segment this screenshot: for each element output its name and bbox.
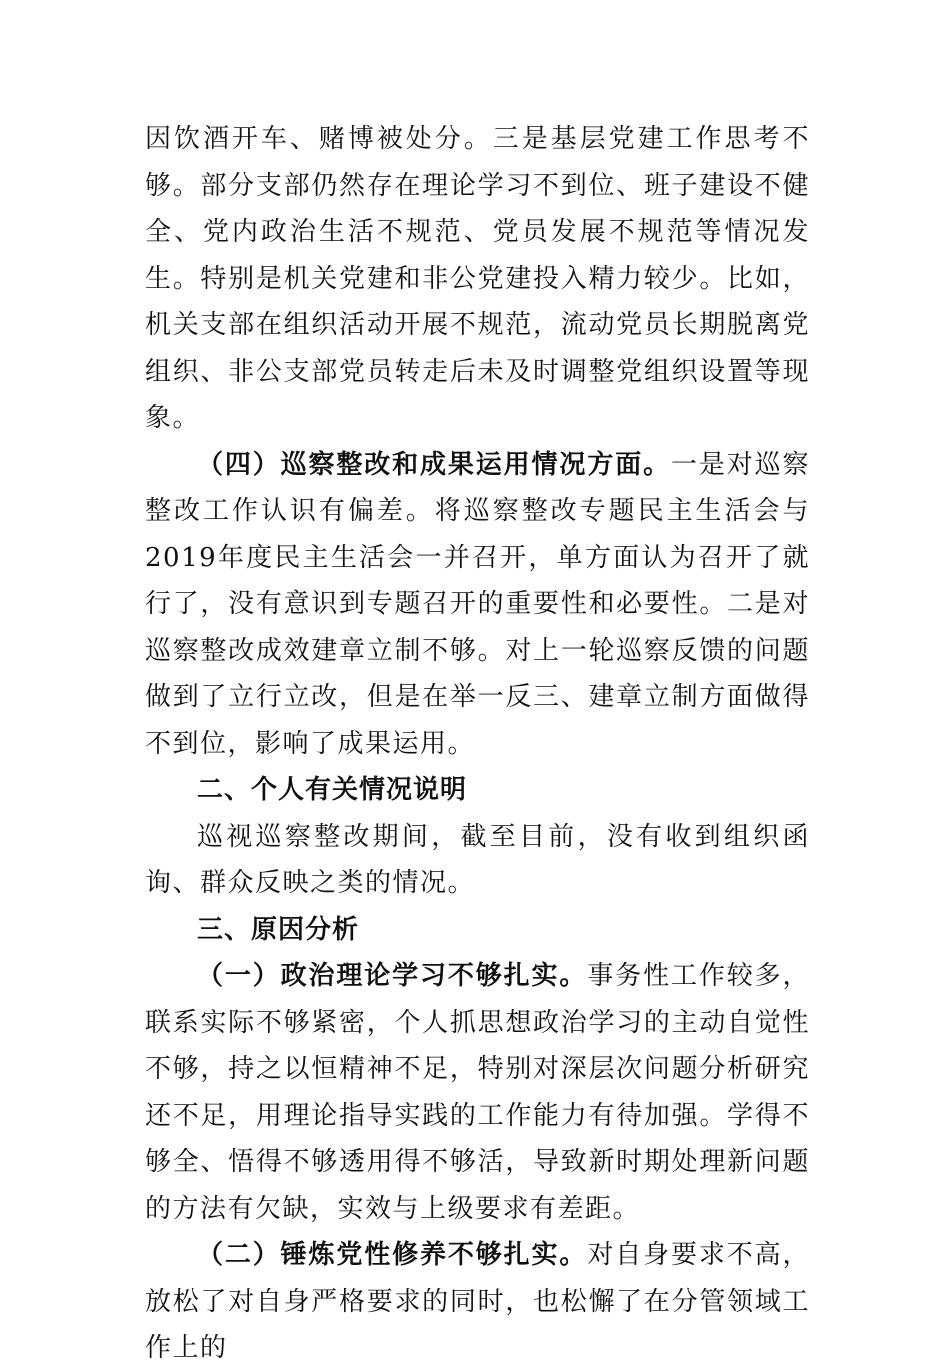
paragraph-body: 事务性工作较多，联系实际不够紧密，个人抓思想政治学习的主动自觉性不够，持之以恒精神不足，特别对深层次问题分析研究还不足，用理论指导实践的工作能力有待加强。学得不够全、悟得不够透用得不够活，导致新时期处理新问题的方法有欠缺，实效与上级要求有差距。: [145, 961, 810, 1224]
section-heading-causes: 三、原因分析: [197, 914, 360, 945]
paragraph-personal: 巡视巡察整改期间，截至目前，没有收到组织函询、群众反映之类的情况。: [145, 821, 810, 898]
paragraph-body: 对自身要求不高，放松了对自身严格要求的同时，也松懈了在分管领域工作上的: [145, 1240, 810, 1363]
subheading-party-spirit: （二）锤炼党性修养不够扎实。: [197, 1240, 588, 1270]
paragraph-theory-study: [145, 953, 810, 1232]
section-heading-personal: 二、个人有关情况说明: [197, 775, 468, 805]
document-page: [145, 116, 810, 1372]
subheading-theory-study: （一）政治理论学习不够扎实。: [197, 961, 588, 991]
paragraph-body: 一是对巡察整改工作认识有偏差。将巡察整改专题民主生活会与2019年度民主生活会一并召开，单方面认为召开了就行了，没有意识到专题召开的重要性和必要性。二是对巡察整改成效建章立制不够。对上一轮巡察反馈的问题做到了立行立改，但是在举一反三、建章立制方面做得不到位，影响了成果运用。: [145, 449, 810, 759]
paragraph-inspection-rectification: [145, 442, 810, 768]
subheading-inspection-rectification: （四）巡察整改和成果运用情况方面。: [197, 449, 671, 480]
paragraph-continued: 因饮酒开车、赌博被处分。三是基层党建工作思考不够。部分支部仍然存在理论学习不到位、班子建设不健全、党内政治生活不规范、党员发展不规范等情况发生。特别是机关党建和非公党建投入精力较少。比如，机关支部在组织活动开展不规范，流动党员长期脱离党组织、非公支部党员转走后未及时调整党组织设置等现象。: [145, 124, 810, 433]
paragraph-party-spirit: [145, 1232, 810, 1372]
